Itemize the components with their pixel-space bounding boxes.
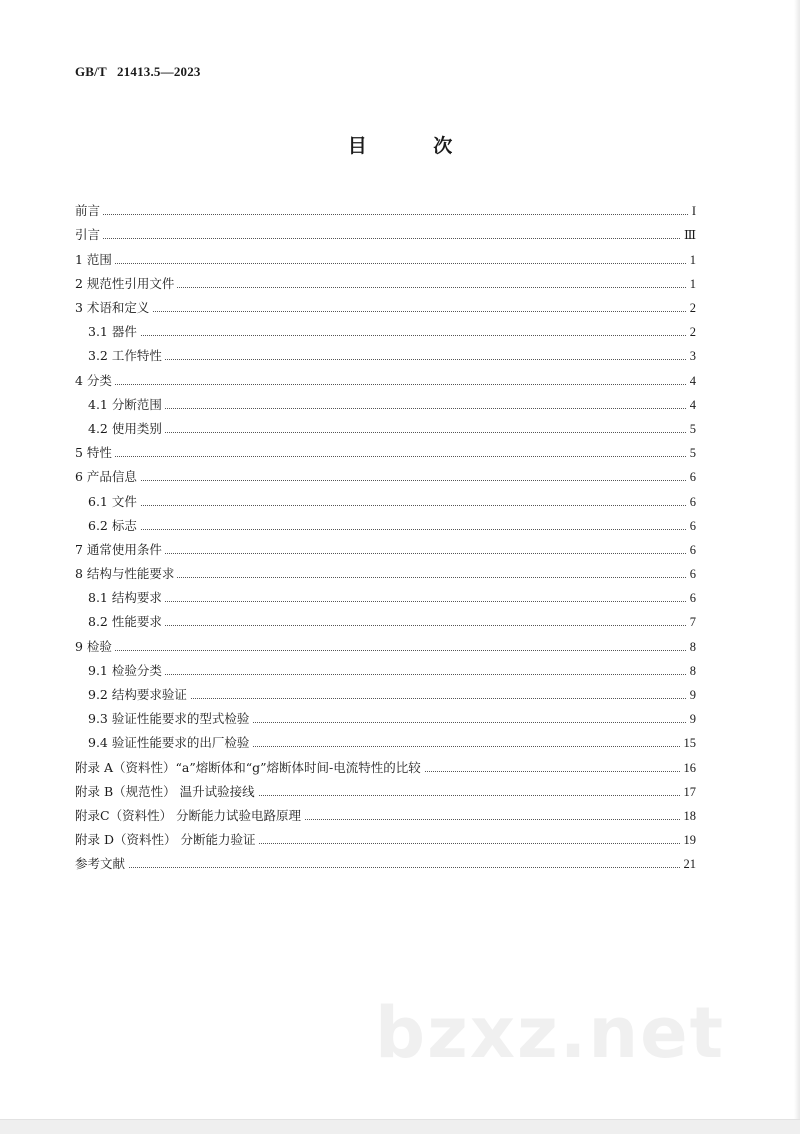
toc-leader-dots (88, 432, 692, 433)
document-code: GB/T 21413.5—2023 (75, 64, 201, 79)
toc-entry-page-number: 1 (687, 250, 696, 270)
toc-leader-dots (75, 311, 692, 312)
toc-leader-dots (75, 238, 692, 239)
toc-entry-label: 9.3 验证性能要求的型式检验 (88, 709, 252, 729)
toc-entry-label: 附录 A（资料性）“a”熔断体和“g”熔断体时间-电流特性的比较 (75, 758, 424, 778)
toc-leader-dots (75, 456, 692, 457)
toc-leader-dots (88, 625, 692, 626)
toc-entry-page-number: 4 (687, 395, 696, 415)
toc-entry[interactable] (0, 685, 800, 705)
toc-entry-label: 4.1 分断范围 (88, 395, 165, 415)
toc-entry-label: 6 产品信息 (75, 467, 140, 487)
toc-entry-label: 附录 D（资料性） 分断能力验证 (75, 830, 258, 850)
toc-entry-page-number: 19 (681, 830, 697, 850)
toc-entry[interactable] (0, 371, 800, 391)
toc-entry-label: 3.1 器件 (88, 322, 140, 342)
toc-entry-page-number: 8 (687, 637, 696, 657)
toc-entry[interactable] (0, 250, 800, 270)
toc-entry-label: 5 特性 (75, 443, 115, 463)
toc-title: 目 次 (347, 135, 483, 157)
toc-entry[interactable] (0, 758, 800, 778)
toc-entry[interactable] (0, 588, 800, 608)
toc-leader-dots (88, 335, 692, 336)
toc-entry[interactable] (0, 709, 800, 729)
toc-entry-label: 6.2 标志 (88, 516, 140, 536)
toc-entry[interactable] (0, 322, 800, 342)
toc-entry-page-number: Ⅲ (681, 225, 696, 245)
toc-entry-label: 9 检验 (75, 637, 115, 657)
toc-entry-page-number: 6 (687, 492, 696, 512)
toc-entry-label: 引言 (75, 225, 103, 245)
toc-entry-page-number: 1 (687, 274, 696, 294)
toc-entry-page-number: 16 (681, 758, 697, 778)
toc-entry-page-number: 6 (687, 564, 696, 584)
toc-entry[interactable] (0, 806, 800, 826)
toc-entry-label: 6.1 文件 (88, 492, 140, 512)
toc-leader-dots (75, 553, 692, 554)
toc-leader-dots (88, 674, 692, 675)
toc-leader-dots (75, 650, 692, 651)
toc-entry[interactable] (0, 661, 800, 681)
toc-leader-dots (88, 529, 692, 530)
toc-entry[interactable] (0, 516, 800, 536)
toc-entry-page-number: 6 (687, 540, 696, 560)
toc-entry-label: 3.2 工作特性 (88, 346, 165, 366)
toc-entry[interactable] (0, 225, 800, 245)
toc-entry-label: 8.2 性能要求 (88, 612, 165, 632)
toc-entry[interactable] (0, 443, 800, 463)
toc-leader-dots (75, 867, 692, 868)
toc-entry-label: 8 结构与性能要求 (75, 564, 177, 584)
page-bottom-edge (0, 1119, 800, 1134)
toc-entry[interactable] (0, 564, 800, 584)
toc-entry-label: 9.4 验证性能要求的出厂检验 (88, 733, 252, 753)
toc-entry-label: 8.1 结构要求 (88, 588, 165, 608)
toc-entry-label: 4.2 使用类别 (88, 419, 165, 439)
toc-entry-label: 7 通常使用条件 (75, 540, 165, 560)
toc-entry-page-number: 4 (687, 371, 696, 391)
toc-entry[interactable] (0, 830, 800, 850)
watermark: bzxz.net (375, 992, 726, 1074)
toc-entry-page-number: 15 (681, 733, 697, 753)
toc-entry[interactable] (0, 298, 800, 318)
toc-entry-page-number: 9 (687, 709, 696, 729)
toc-leader-dots (88, 359, 692, 360)
toc-entry-page-number: 17 (681, 782, 697, 802)
toc-entry[interactable] (0, 467, 800, 487)
toc-leader-dots (88, 505, 692, 506)
toc-entry[interactable] (0, 612, 800, 632)
page-edge-shadow (794, 0, 800, 1134)
toc-entry-label: 9.1 检验分类 (88, 661, 165, 681)
toc-entry-page-number: 2 (687, 322, 696, 342)
toc-entry-label: 参考文献 (75, 854, 128, 874)
toc-leader-dots (88, 601, 692, 602)
toc-entry[interactable] (0, 854, 800, 874)
toc-entry-label: 2 规范性引用文件 (75, 274, 177, 294)
toc-entry[interactable] (0, 733, 800, 753)
toc-entry-label: 1 范围 (75, 250, 115, 270)
toc-entry-page-number: 7 (687, 612, 696, 632)
toc-entry[interactable] (0, 637, 800, 657)
toc-entry-page-number: 2 (687, 298, 696, 318)
toc-entry-label: 附录 B（规范性） 温升试验接线 (75, 782, 258, 802)
toc-entry-page-number: 5 (687, 419, 696, 439)
toc-leader-dots (75, 384, 692, 385)
toc-entry[interactable] (0, 346, 800, 366)
toc-entry[interactable] (0, 419, 800, 439)
toc-leader-dots (75, 480, 692, 481)
toc-entry-page-number: 5 (687, 443, 696, 463)
toc-entry-page-number: 6 (687, 467, 696, 487)
toc-entry-label: 3 术语和定义 (75, 298, 152, 318)
toc-entry[interactable] (0, 782, 800, 802)
toc-entry-page-number: 21 (681, 854, 697, 874)
toc-entry-page-number: I (689, 201, 696, 221)
toc-entry-page-number: 9 (687, 685, 696, 705)
toc-entry[interactable] (0, 540, 800, 560)
toc-entry[interactable] (0, 274, 800, 294)
toc-entry[interactable] (0, 201, 800, 221)
toc-leader-dots (88, 408, 692, 409)
toc-entry-page-number: 8 (687, 661, 696, 681)
toc-entry-label: 9.2 结构要求验证 (88, 685, 190, 705)
toc-entry-page-number: 3 (687, 346, 696, 366)
toc-leader-dots (75, 263, 692, 264)
toc-entry-label: 附录C（资料性） 分断能力试验电路原理 (75, 806, 304, 826)
toc-entry-page-number: 18 (681, 806, 697, 826)
toc-entry-page-number: 6 (687, 588, 696, 608)
toc-entry[interactable] (0, 492, 800, 512)
toc-leader-dots (75, 214, 692, 215)
toc-entry-label: 4 分类 (75, 371, 115, 391)
toc-entry-label: 前言 (75, 201, 103, 221)
toc-entry[interactable] (0, 395, 800, 415)
toc-entry-page-number: 6 (687, 516, 696, 536)
